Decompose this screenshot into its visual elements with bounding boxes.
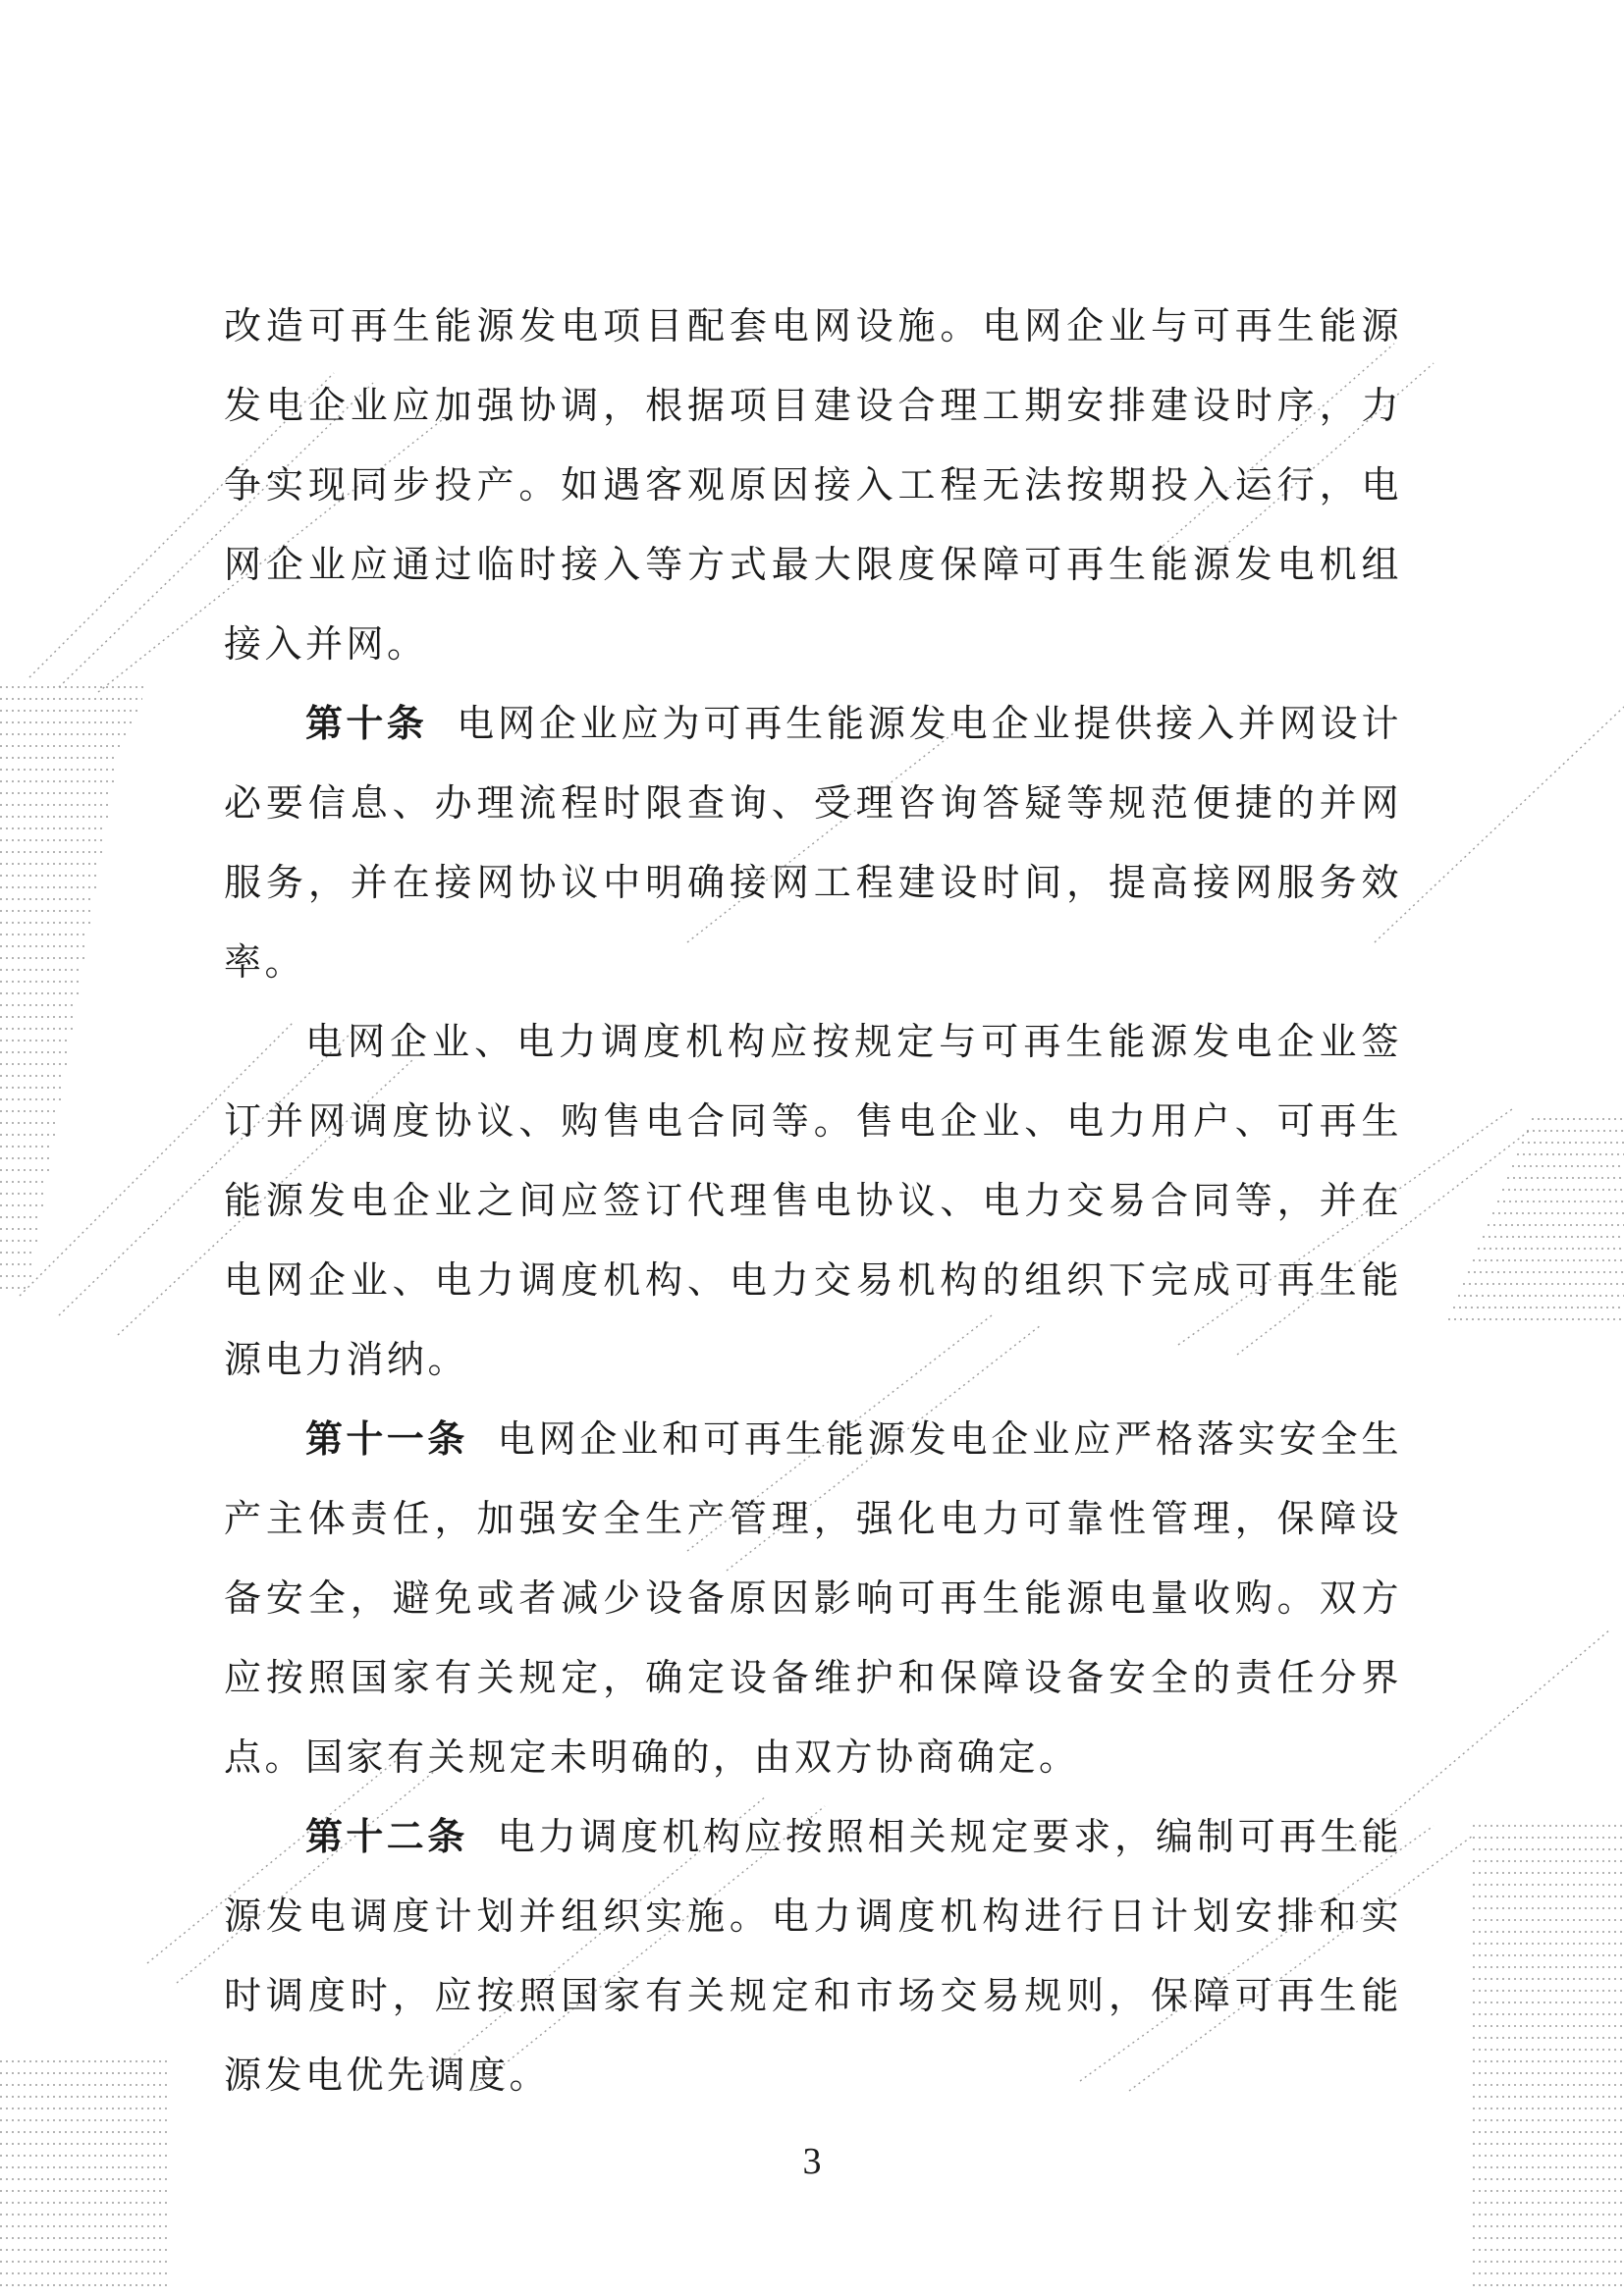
article-12-text: 电力调度机构应按照相关规定要求，编制可再生能源发电调度计划并组织实施。电力调度机构进行日计划安排和实时调度时，应按照国家有关规定和市场交易规则，保障可再生能源发电优先调度。 (224, 1815, 1402, 2097)
document-body (224, 287, 1402, 2115)
article-12 (224, 1797, 1402, 2115)
article-10-text: 电网企业应为可再生能源发电企业提供接入并网设计必要信息、办理流程时限查询、受理咨询答疑等规范便捷的并网服务，并在接网协议中明确接网工程建设时间，提高接网服务效率。 (224, 702, 1402, 984)
page-number: 3 (802, 2141, 822, 2182)
article-10 (224, 684, 1402, 1002)
article-10-paragraph-2-text: 电网企业、电力调度机构应按规定与可再生能源发电企业签订并网调度协议、购售电合同等。售电企业、电力用户、可再生能源发电企业之间应签订代理售电协议、电力交易合同等，并在电网企业、电力调度机构、电力交易机构的组织下完成可再生能源电力消纳。 (224, 1020, 1402, 1381)
article-10-paragraph-2 (224, 1002, 1402, 1400)
paragraph-continuation-text: 改造可再生能源发电项目配套电网设施。电网企业与可再生能源发电企业应加强协调，根据项目建设合理工期安排建设时序，力争实现同步投产。如遇客观原因接入工程无法按期投入运行，电网企业应通过临时接入等方式最大限度保障可再生能源发电机组接入并网。 (224, 304, 1402, 666)
article-12-heading: 第十二条 (305, 1815, 468, 1858)
paragraph-continuation (224, 287, 1402, 684)
article-11-text: 电网企业和可再生能源发电企业应严格落实安全生产主体责任，加强安全生产管理，强化电力可靠性管理，保障设备安全，避免或者减少设备原因影响可再生能源电量收购。双方应按照国家有关规定，确定设备维护和保障设备安全的责任分界点。国家有关规定未明确的，由双方协商确定。 (224, 1417, 1402, 1779)
article-11-heading: 第十一条 (305, 1417, 468, 1461)
article-11 (224, 1400, 1402, 1797)
article-10-heading: 第十条 (305, 702, 428, 745)
